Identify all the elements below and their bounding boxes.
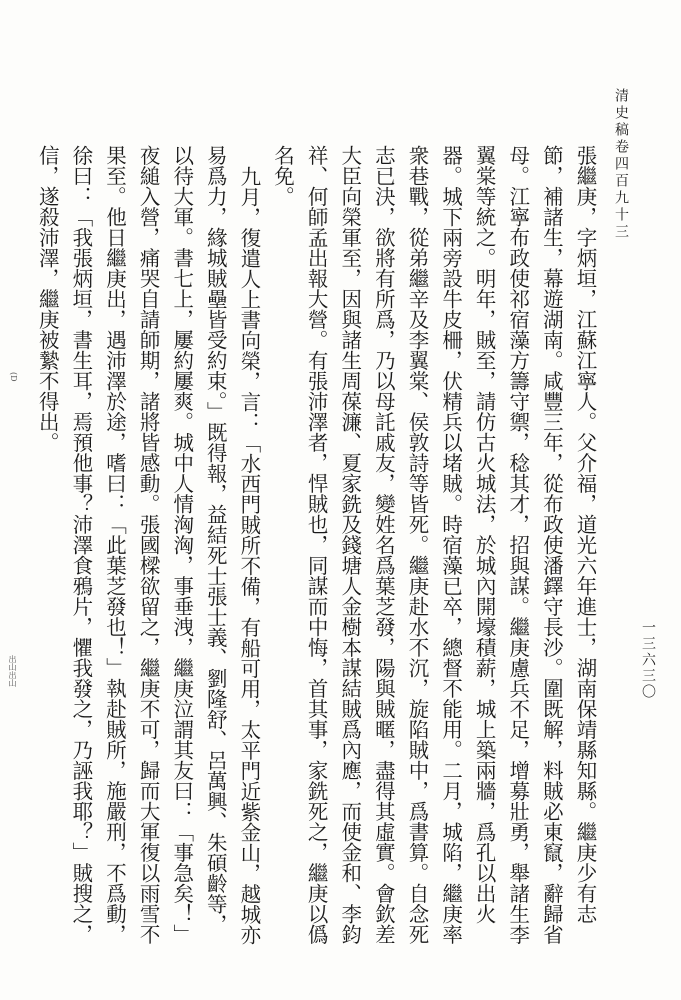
- binding-edge-mark: (D: [9, 372, 18, 382]
- binding-edge-mark: 出山出山: [8, 655, 17, 687]
- paragraph-2: 九月，復遣人上書向榮，言：「水西門賊所不備，有船可用，太平門近紫金山，越城亦易爲力，緣城賊壘皆受約束。」既得報，益結死士張士義、劉隆舒、呂萬興、朱碩齡等，以待大軍。書七上，屢約屢爽。城中人情洶洶，事垂洩，繼庚泣謂其友曰：「事急矣！」夜縋入營，痛哭自請師期，諸將皆感動。張國樑欲留之，繼庚不可，歸而大軍復以雨雪不果至。他日繼庚出，遇沛澤於途，嗜曰：「此葉芝發也！」執赴賊所，施嚴刑，不爲動，徐曰：「我張炳垣，書生耳，焉預他事？沛澤食鴉片，懼我發之，乃誣我耶？」賊搜之，信，遂殺沛澤，繼庚被縶不得出。: [35, 145, 261, 945]
- page-number: 一三六三〇: [640, 620, 656, 700]
- paragraph-1: 張繼庚，字炳垣，江蘇江寧人。父介福，道光六年進士，湖南保靖縣知縣。繼庚少有志節，補諸生，幕遊湖南。咸豐三年，從布政使潘鐸守長沙。圍既解，料賊必東竄，辭歸省母。江寧布政使祁宿藻方籌守禦，稔其才，招與謀。繼庚慮兵不足，增募壯勇，舉諸生李翼棠等統之。明年，賊至，請仿古火城法，於城內開壕積薪，城上築兩牆，爲孔以出火器。城下兩旁設牛皮柵，伏精兵以堵賊。時宿藻已卒，總督不能用。二月，城陷，繼庚率衆巷戰，從弟繼辛及李翼棠、侯敦詩等皆死。繼庚赴水不沉，旋陷賊中，爲書算。自念死志已決，欲將有所爲，乃以母託戚友，變姓名爲葉芝發，陽與賊暱，盡得其虛實。會欽差大臣向榮軍至，因與諸生周葆濂、夏家銑及錢塘人金樹本謀結賊爲內應，而使金和、李鈞祥、何師孟出報大營。有張沛澤者，悍賊也，同謀而中悔，首其事，家銑死之，繼庚以僞名免。: [270, 145, 597, 945]
- article-body: [35, 145, 601, 945]
- running-header: 清史稿卷四百九十三: [613, 88, 629, 241]
